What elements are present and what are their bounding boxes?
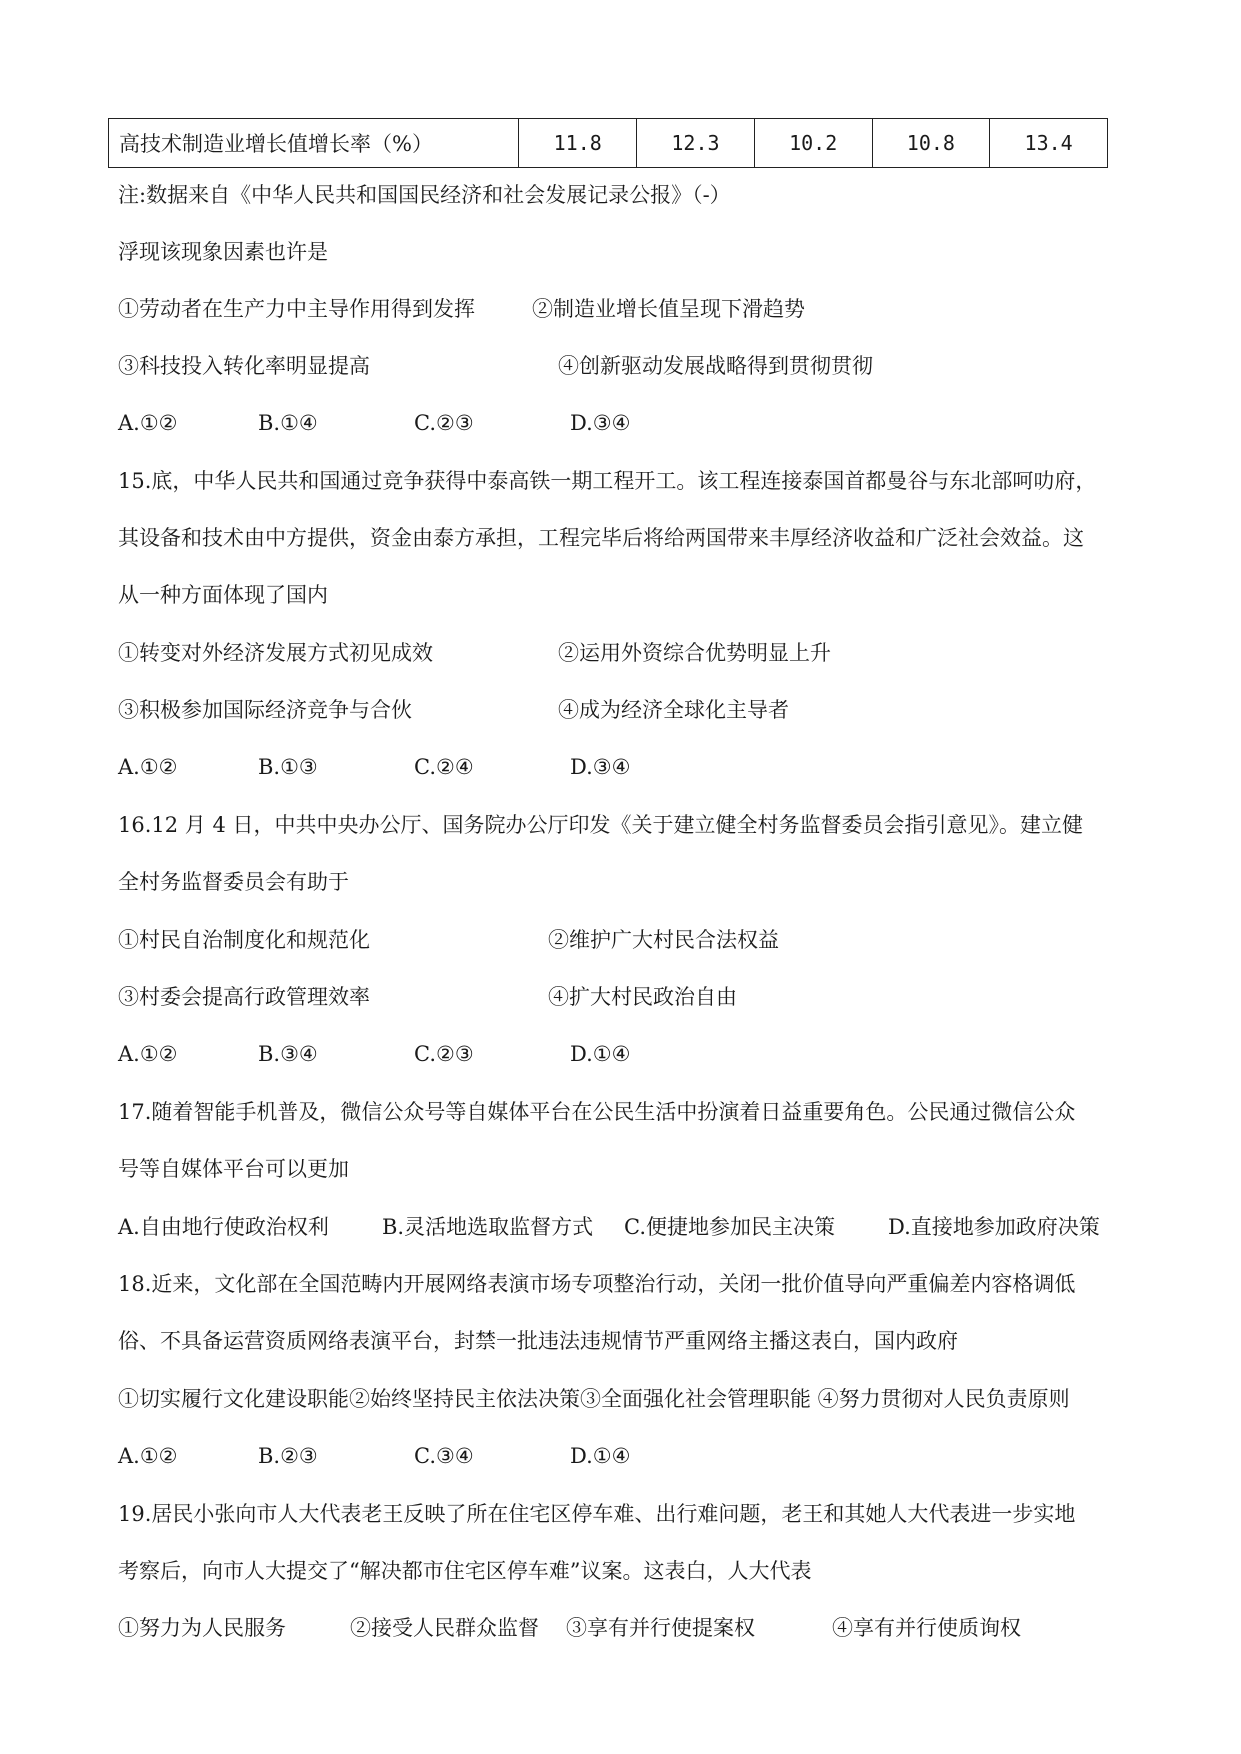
q14-choice-a: A.①② xyxy=(118,411,178,435)
table-row xyxy=(109,119,1108,168)
q16-option-3: ③村委会提高行政管理效率 xyxy=(118,985,370,1009)
table-cell: 10.2 xyxy=(754,119,872,168)
q19-option-4: ④享有并行使质询权 xyxy=(832,1616,1021,1640)
q19-line-1: 19.居民小张向市人大代表老王反映了所在住宅区停车难、出行难问题，老王和其她人大代表进一步实地 xyxy=(118,1502,1076,1526)
q15-option-1: ①转变对外经济发展方式初见成效 xyxy=(118,641,433,665)
q16-choice-a: A.①② xyxy=(118,1042,178,1066)
q17-choice-d: D.直接地参加政府决策 xyxy=(888,1215,1100,1239)
table-cell: 13.4 xyxy=(990,119,1108,168)
q18-choice-a: A.①② xyxy=(118,1444,178,1468)
table-cell: 12.3 xyxy=(637,119,755,168)
q18-line-2: 俗、不具备运营资质网络表演平台，封禁一批违法违规情节严重网络主播这表白，国内政府 xyxy=(118,1329,958,1353)
q17-choice-c: C.便捷地参加民主决策 xyxy=(624,1215,835,1239)
q14-choice-b: B.①④ xyxy=(258,411,318,435)
q14-option-1: ①劳动者在生产力中主导作用得到发挥 xyxy=(118,297,475,321)
q19-option-2: ②接受人民群众监督 xyxy=(350,1616,539,1640)
q15-choice-c: C.②④ xyxy=(414,755,474,779)
q16-option-2: ②维护广大村民合法权益 xyxy=(548,928,779,952)
q19-option-3: ③享有并行使提案权 xyxy=(566,1616,755,1640)
q17-choice-b: B.灵活地选取监督方式 xyxy=(382,1215,594,1239)
table-cell: 11.8 xyxy=(519,119,637,168)
q18-choice-c: C.③④ xyxy=(414,1444,474,1468)
q14-option-2: ②制造业增长值呈现下滑趋势 xyxy=(532,297,805,321)
q14-stem: 浮现该现象因素也许是 xyxy=(118,240,328,264)
q18-choice-b: B.②③ xyxy=(258,1444,318,1468)
q16-option-1: ①村民自治制度化和规范化 xyxy=(118,928,370,952)
q15-choice-d: D.③④ xyxy=(570,755,631,779)
q15-choice-b: B.①③ xyxy=(258,755,318,779)
q15-option-3: ③积极参加国际经济竞争与合伙 xyxy=(118,698,412,722)
q14-option-3: ③科技投入转化率明显提高 xyxy=(118,354,370,378)
q14-choice-d: D.③④ xyxy=(570,411,631,435)
q17-choice-a: A.自由地行使政治权利 xyxy=(118,1215,329,1239)
growth-rate-table xyxy=(108,118,1108,168)
q16-line-2: 全村务监督委员会有助于 xyxy=(118,870,349,894)
q18-options: ①切实履行文化建设职能②始终坚持民主依法决策③全面强化社会管理职能 ④努力贯彻对人民负责原则 xyxy=(118,1387,1070,1411)
q14-choice-c: C.②③ xyxy=(414,411,474,435)
q16-choice-d: D.①④ xyxy=(570,1042,631,1066)
q17-line-2: 号等自媒体平台可以更加 xyxy=(118,1157,349,1181)
q15-choice-a: A.①② xyxy=(118,755,178,779)
q16-choice-b: B.③④ xyxy=(258,1042,318,1066)
q15-line-3: 从一种方面体现了国内 xyxy=(118,583,328,607)
q15-option-2: ②运用外资综合优势明显上升 xyxy=(558,641,831,665)
q16-choice-c: C.②③ xyxy=(414,1042,474,1066)
q18-line-1: 18.近来，文化部在全国范畴内开展网络表演市场专项整治行动，关闭一批价值导向严重偏差内容格调低 xyxy=(118,1272,1076,1296)
q16-option-4: ④扩大村民政治自由 xyxy=(548,985,737,1009)
table-row-label: 高技术制造业增长值增长率（%） xyxy=(109,119,519,168)
table-source-note: 注:数据来自《中华人民共和国国民经济和社会发展记录公报》（-） xyxy=(118,183,731,207)
q19-line-2: 考察后，向市人大提交了“解决都市住宅区停车难”议案。这表白，人大代表 xyxy=(118,1559,812,1583)
q15-option-4: ④成为经济全球化主导者 xyxy=(558,698,789,722)
table-cell: 10.8 xyxy=(872,119,990,168)
q19-option-1: ①努力为人民服务 xyxy=(118,1616,286,1640)
q17-line-1: 17.随着智能手机普及，微信公众号等自媒体平台在公民生活中扮演着日益重要角色。公民通过微信公众 xyxy=(118,1100,1076,1124)
q14-option-4: ④创新驱动发展战略得到贯彻贯彻 xyxy=(558,354,873,378)
q15-line-2: 其设备和技术由中方提供，资金由泰方承担，工程完毕后将给两国带来丰厚经济收益和广泛社会效益。这 xyxy=(118,526,1084,550)
q16-line-1: 16.12 月 4 日，中共中央办公厅、国务院办公厅印发《关于建立健全村务监督委员会指引意见》。建立健 xyxy=(118,813,1084,837)
q15-line-1: 15.底，中华人民共和国通过竞争获得中泰高铁一期工程开工。该工程连接泰国首都曼谷与东北部呵叻府， xyxy=(118,469,1097,493)
q18-choice-d: D.①④ xyxy=(570,1444,631,1468)
